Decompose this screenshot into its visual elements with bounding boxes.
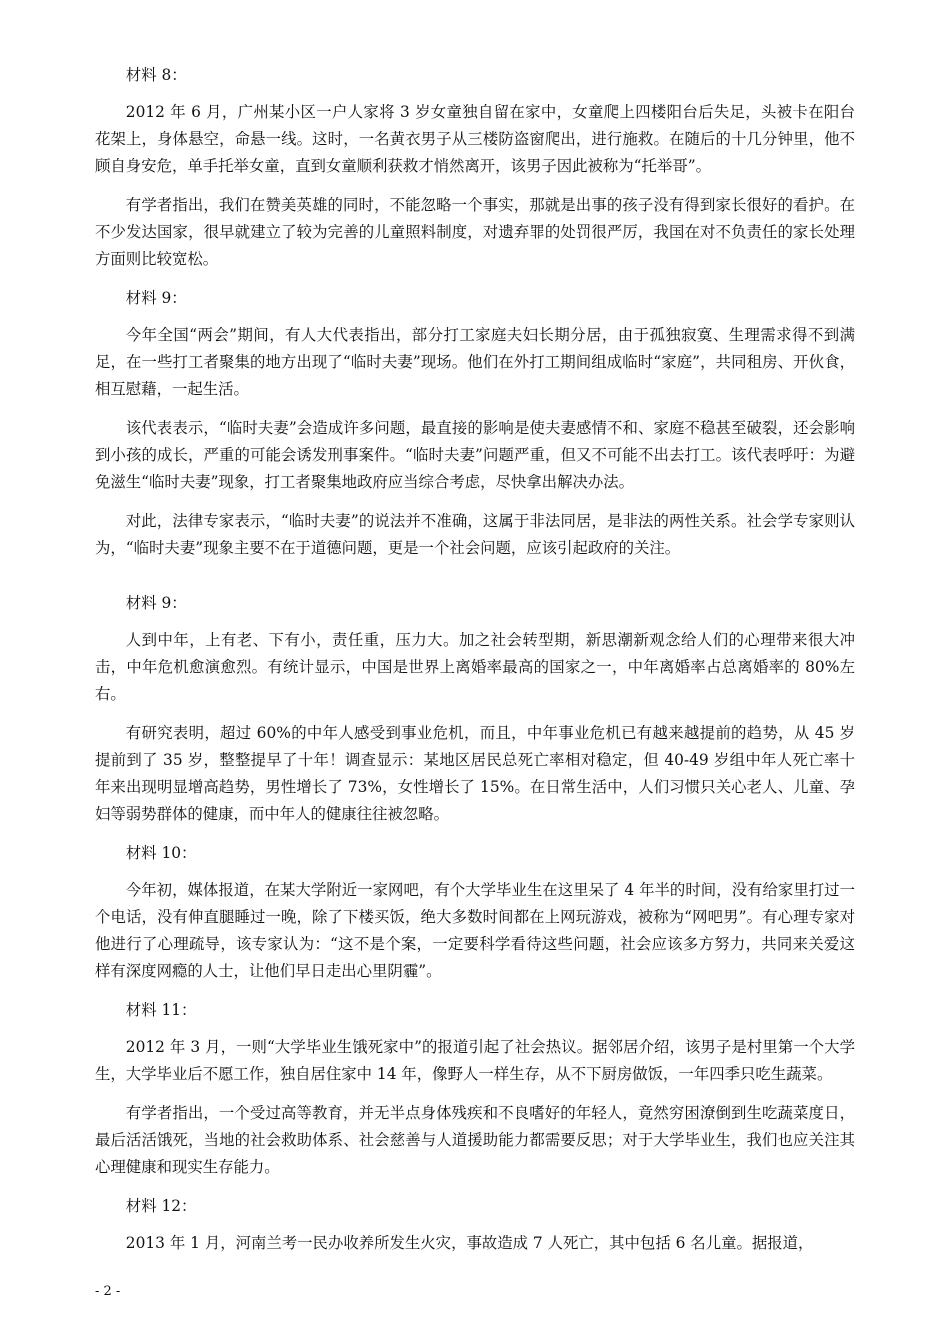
- body-paragraph: 2013 年 1 月，河南兰考一民办收养所发生火灾，事故造成 7 人死亡，其中包括 6 名儿童。据报道，: [125, 1234, 814, 1252]
- material-heading: 材料 11：: [125, 1001, 197, 1019]
- body-paragraph: 2012 年 6 月，广州某小区一户人家将 3 岁女童独自留在家中，女童爬上四楼阳台后失足，头被卡在阳台花架上，身体悬空，命悬一线。这时，一名黄衣男子从三楼防盗窗爬出，进行施救。在随后的十几分钟里，他不顾自身安危，单手托举女童，直到女童顺利获救才悄然离开，该男子因此被称为“托举哥”。: [95, 103, 855, 175]
- body-paragraph: 对此，法律专家表示，“临时夫妻”的说法并不准确，这属于非法同居，是非法的两性关系。社会学专家则认为，“临时夫妻”现象主要不在于道德问题，更是一个社会问题，应该引起政府的关注。: [95, 512, 855, 557]
- body-paragraph: 今年初，媒体报道，在某大学附近一家网吧，有个大学毕业生在这里呆了 4 年半的时间，没有给家里打过一个电话，没有伸直腿睡过一晚，除了下楼买饭，绝大多数时间都在上网玩游戏，被称为“网吧男”。有心理专家对他进行了心理疏导，该专家认为：“这不是个案，一定要科学看待这些问题，社会应该多方努力，共同来关爱这样有深度网瘾的人士，让他们早日走出心里阴霾”。: [95, 881, 855, 980]
- body-paragraph: 2012 年 3 月，一则“大学毕业生饿死家中”的报道引起了社会热议。据邻居介绍，该男子是村里第一个大学生，大学毕业后不愿工作，独自居住家中 14 年，像野人一样生存，从不下厨房做饭，一年四季只吃生蔬菜。: [95, 1038, 855, 1083]
- material-heading: 材料 8：: [125, 66, 187, 84]
- body-paragraph: 有学者指出，我们在赞美英雄的同时，不能忽略一个事实，那就是出事的孩子没有得到家长很好的看护。在不少发达国家，很早就建立了较为完善的儿童照料制度，对遗弃罪的处罚很严厉，我国在对不负责任的家长处理方面则比较宽松。: [95, 196, 855, 268]
- material-heading: 材料 10：: [125, 844, 197, 862]
- body-paragraph: 有学者指出，一个受过高等教育，并无半点身体残疾和不良嗜好的年轻人，竟然穷困潦倒到生吃蔬菜度日，最后活活饿死，当地的社会救助体系、社会慈善与人道援助能力都需要反思；对于大学毕业生，我们也应关注其心理健康和现实生存能力。: [95, 1104, 855, 1176]
- material-heading: 材料 9：: [125, 594, 187, 612]
- body-paragraph: 该代表表示，“临时夫妻”会造成许多问题，最直接的影响是使夫妻感情不和、家庭不稳甚至破裂，还会影响到小孩的成长，严重的可能会诱发刑事案件。“临时夫妻”问题严重，但又不可能不出去打工。该代表呼吁：为避免滋生“临时夫妻”现象，打工者聚集地政府应当综合考虑，尽快拿出解决办法。: [95, 419, 855, 491]
- section-gap: [95, 574, 855, 590]
- body-paragraph: 人到中年，上有老、下有小，责任重，压力大。加之社会转型期，新思潮新观念给人们的心理带来很大冲击，中年危机愈演愈烈。有统计显示，中国是世界上离婚率最高的国家之一，中年离婚率占总离婚率的 80%左右。: [95, 631, 855, 703]
- body-paragraph: 今年全国“两会”期间，有人大代表指出，部分打工家庭夫妇长期分居，由于孤独寂寞、生理需求得不到满足，在一些打工者聚集的地方出现了“临时夫妻”现场。他们在外打工期间组成临时“家庭”，共同租房、开伙食，相互慰藉，一起生活。: [95, 326, 855, 398]
- document-body: [95, 62, 855, 1257]
- page-number: - 2 -: [95, 1284, 121, 1299]
- material-heading: 材料 12：: [125, 1197, 197, 1215]
- material-heading: 材料 9：: [125, 289, 187, 307]
- body-paragraph: 有研究表明，超过 60%的中年人感受到事业危机，而且，中年事业危机已有越来越提前的趋势，从 45 岁提前到了 35 岁，整整提早了十年！调查显示：某地区居民总死亡率相对稳定，但 40-49 岁组中年人死亡率十年来出现明显增高趋势，男性增长了 73%，女性增长了 15%。在日常生活中，人们习惯只关心老人、儿童、孕妇等弱势群体的健康，而中年人的健康往往被忽略。: [95, 724, 855, 823]
